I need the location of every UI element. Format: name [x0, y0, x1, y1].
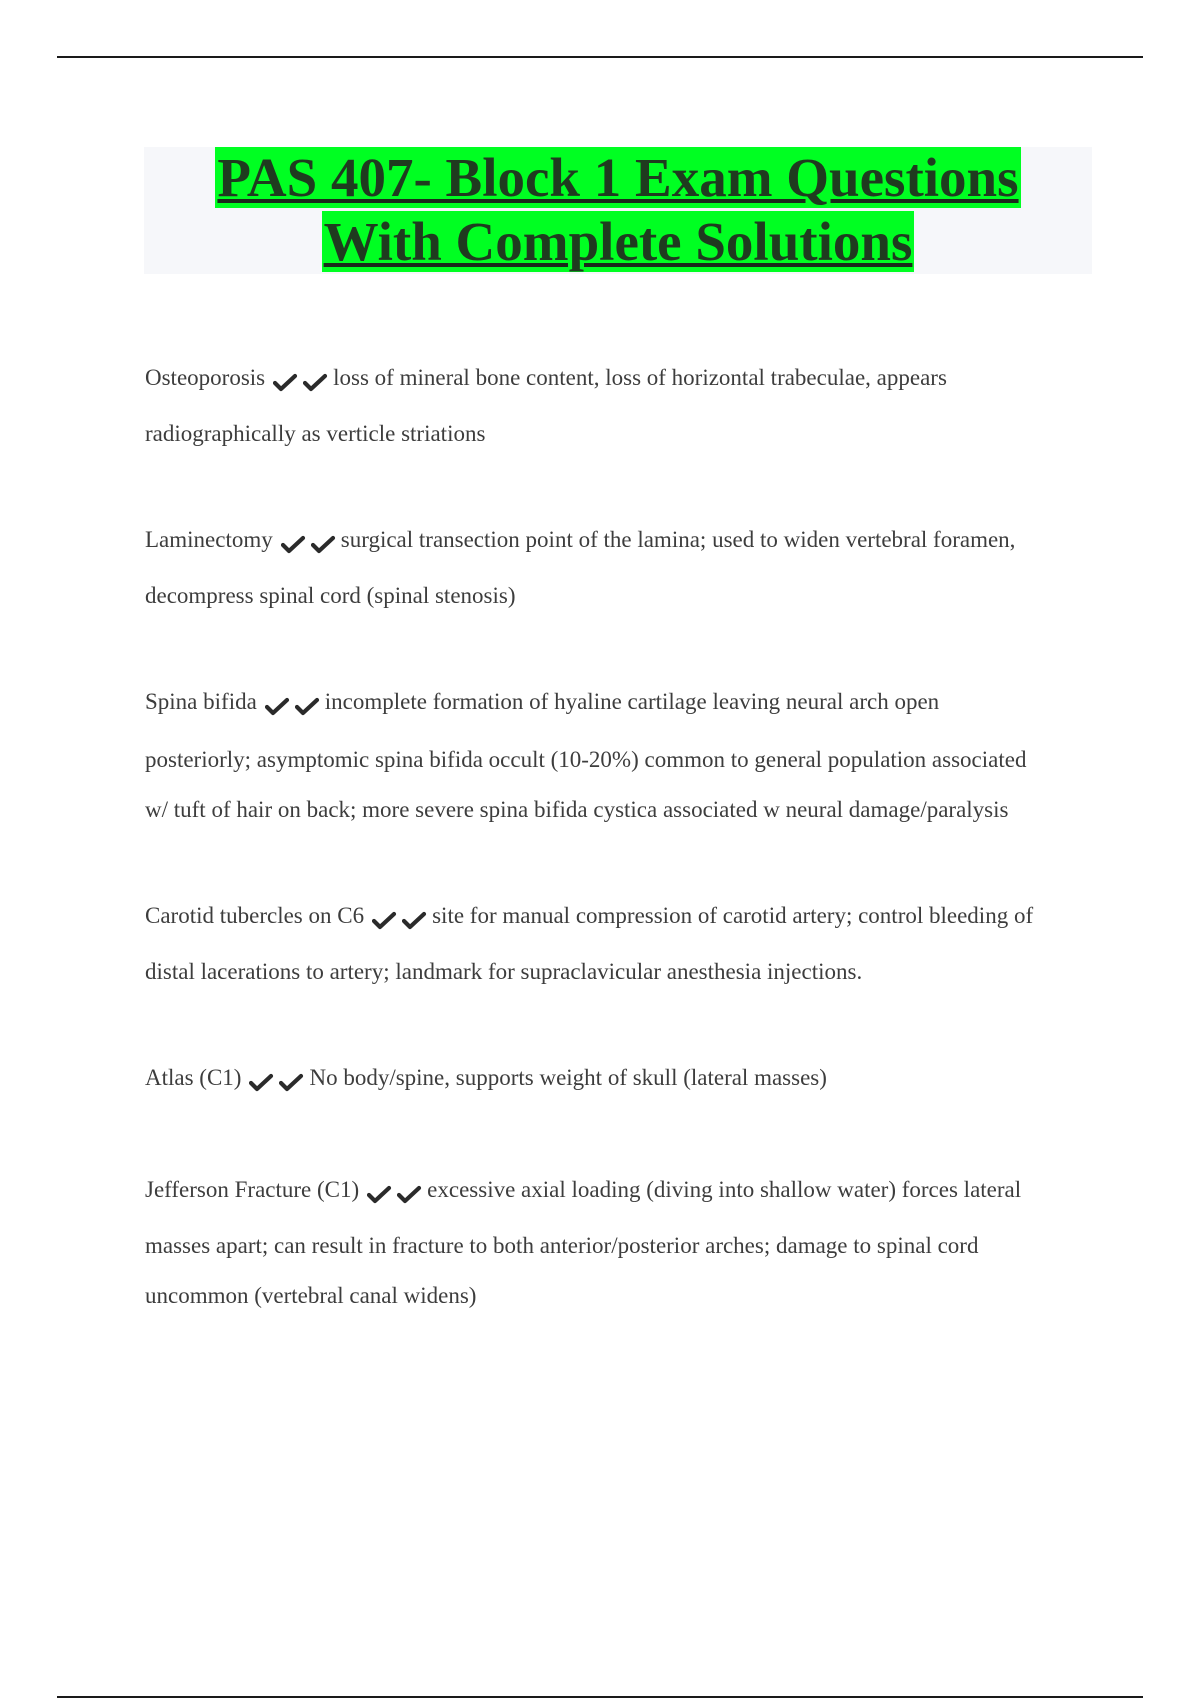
- qa-entry: [145, 689, 1085, 718]
- check-mark-icon: [311, 530, 337, 555]
- qa-entry-continuation: [145, 959, 1085, 985]
- qa-entry-continuation: [145, 1233, 1085, 1259]
- qa-answer-text: loss of mineral bone content, loss of horizontal trabeculae, appears: [333, 365, 947, 390]
- title-line-1: PAS 407- Block 1 Exam Questions: [217, 147, 1019, 208]
- double-check-mark-icon: [367, 1180, 423, 1206]
- qa-answer-text: incomplete formation of hyaline cartilage leaving neural arch open: [324, 689, 940, 714]
- qa-entry: [145, 1065, 1085, 1094]
- qa-entry: [145, 903, 1085, 932]
- qa-term: Carotid tubercles on C6: [145, 903, 365, 928]
- check-mark-icon: [372, 906, 398, 931]
- qa-answer-text: No body/spine, supports weight of skull (lateral masses): [309, 1065, 827, 1090]
- qa-entry-continuation: [145, 583, 1085, 609]
- qa-answer-text: site for manual compression of carotid artery; control bleeding of: [432, 903, 1034, 928]
- qa-entry: [145, 527, 1085, 556]
- qa-term: Laminectomy: [145, 527, 273, 552]
- check-mark-icon: [265, 692, 291, 717]
- top-rule: [57, 56, 1143, 58]
- check-mark-icon: [295, 692, 321, 717]
- check-mark-icon: [367, 1180, 393, 1205]
- qa-answer-text: decompress spinal cord (spinal stenosis): [145, 583, 516, 608]
- qa-entry: [145, 365, 1085, 394]
- check-mark-icon: [249, 1068, 275, 1093]
- check-mark-icon: [397, 1180, 423, 1205]
- double-check-mark-icon: [249, 1068, 305, 1094]
- qa-answer-text: surgical transection point of the lamina; used to widen vertebral foramen,: [340, 527, 1016, 552]
- double-check-mark-icon: [273, 368, 329, 394]
- check-mark-icon: [303, 368, 329, 393]
- qa-entry-continuation: [145, 1283, 1085, 1309]
- qa-entry-continuation: [145, 421, 1085, 447]
- check-mark-icon: [402, 906, 428, 931]
- check-mark-icon: [273, 368, 299, 393]
- qa-entry-continuation: [145, 797, 1085, 823]
- qa-answer-text: w/ tuft of hair on back; more severe spina bifida cystica associated w neural damage/paralysis: [145, 797, 1009, 822]
- qa-answer-text: excessive axial loading (diving into shallow water) forces lateral: [427, 1177, 1022, 1202]
- qa-term: Osteoporosis: [145, 365, 266, 390]
- qa-answer-text: uncommon (vertebral canal widens): [145, 1283, 477, 1308]
- qa-answer-text: radiographically as verticle striations: [145, 421, 486, 446]
- check-mark-icon: [279, 1068, 305, 1093]
- qa-answer-text: distal lacerations to artery; landmark for supraclavicular anesthesia injections.: [145, 959, 863, 984]
- qa-entry: [145, 1177, 1085, 1206]
- qa-term: Spina bifida: [145, 689, 257, 714]
- double-check-mark-icon: [265, 692, 321, 718]
- double-check-mark-icon: [372, 906, 428, 932]
- double-check-mark-icon: [281, 530, 337, 556]
- check-mark-icon: [281, 530, 307, 555]
- qa-answer-text: masses apart; can result in fracture to both anterior/posterior arches; damage to spinal cord: [145, 1233, 979, 1258]
- bottom-rule: [57, 1696, 1143, 1698]
- title-line-2: With Complete Solutions: [323, 211, 913, 272]
- qa-answer-text: posteriorly; asymptomic spina bifida occult (10-20%) common to general population associated: [145, 747, 1027, 772]
- qa-term: Jefferson Fracture (C1): [145, 1177, 360, 1202]
- qa-term: Atlas (C1): [145, 1065, 242, 1090]
- document-title: [144, 146, 1092, 274]
- qa-entry-continuation: [145, 747, 1085, 773]
